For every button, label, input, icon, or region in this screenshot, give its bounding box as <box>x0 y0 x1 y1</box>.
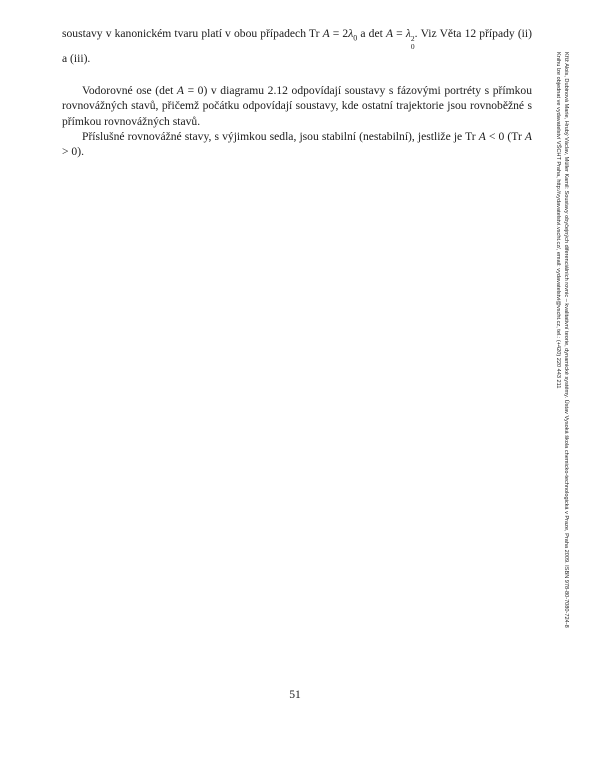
math-variable: A <box>385 27 394 40</box>
math-lambda: λ <box>405 27 411 40</box>
copyright-sidebar <box>546 52 570 772</box>
paragraph-2 <box>62 83 532 129</box>
math-variable: A <box>176 84 184 98</box>
math-variable: A <box>478 129 486 143</box>
page-number: 51 <box>289 688 301 701</box>
sidebar-citation: Kříž Alois, Dubinová Marie, Hrubý Václav, Müller Kamil: Soustavy obyčejných diferenciálních rovnic – kvalitativní teorie, dynamické systémy. Ústav Vysoká škola chemicko-technologická v Praze, Praha 2009. ISBN 978-80-7080-724-8 <box>563 52 569 628</box>
paragraph-1 <box>62 26 532 66</box>
text-run: soustavy v kanonickém tvaru platí v obou případech <box>62 27 309 40</box>
text-run: = 0) v diagramu 2.12 odpovídají soustavy s fázovými portréty s přímkou rovnovážných stavů, přičemž počátku odpovídají soustavy, kde ostatní trajektorie jsou rovnoběžné s přímkou rovnovážných stavů. <box>62 84 532 128</box>
text-run: . Viz Věta 12 případy (ii) a (iii). <box>62 27 532 65</box>
math-subscript: 0 <box>353 33 358 43</box>
text-run: a det <box>357 27 386 40</box>
sidebar-order-info: Knihu lze objednat ve vydavatelství VŠCHT Praha, http://vydavatelstvi.vscht.cz/, email: vydavatelstvi@vscht.cz, tel.: (+420) 220 443 211 <box>555 52 561 389</box>
paragraph-3 <box>62 129 532 159</box>
math-variable: A <box>322 27 330 40</box>
math-variable: A <box>524 129 532 143</box>
text-run: < 0 (Tr <box>485 129 525 143</box>
math-equals: = <box>393 27 406 40</box>
math-subscript: 0 <box>410 42 415 51</box>
math-operator: Tr <box>308 27 323 40</box>
text-run: Příslušné rovnovážné stavy, s výjimkou sedla, jsou stabilní (nestabilní), jestliže je Tr <box>82 129 479 143</box>
math-lambda: λ <box>348 27 354 40</box>
math-equals: = 2 <box>329 27 349 40</box>
body-text <box>62 26 532 159</box>
math-superscript: 2 <box>410 34 415 43</box>
text-run: Vodorovné ose (det <box>82 84 177 98</box>
text-run: > 0). <box>62 145 84 159</box>
